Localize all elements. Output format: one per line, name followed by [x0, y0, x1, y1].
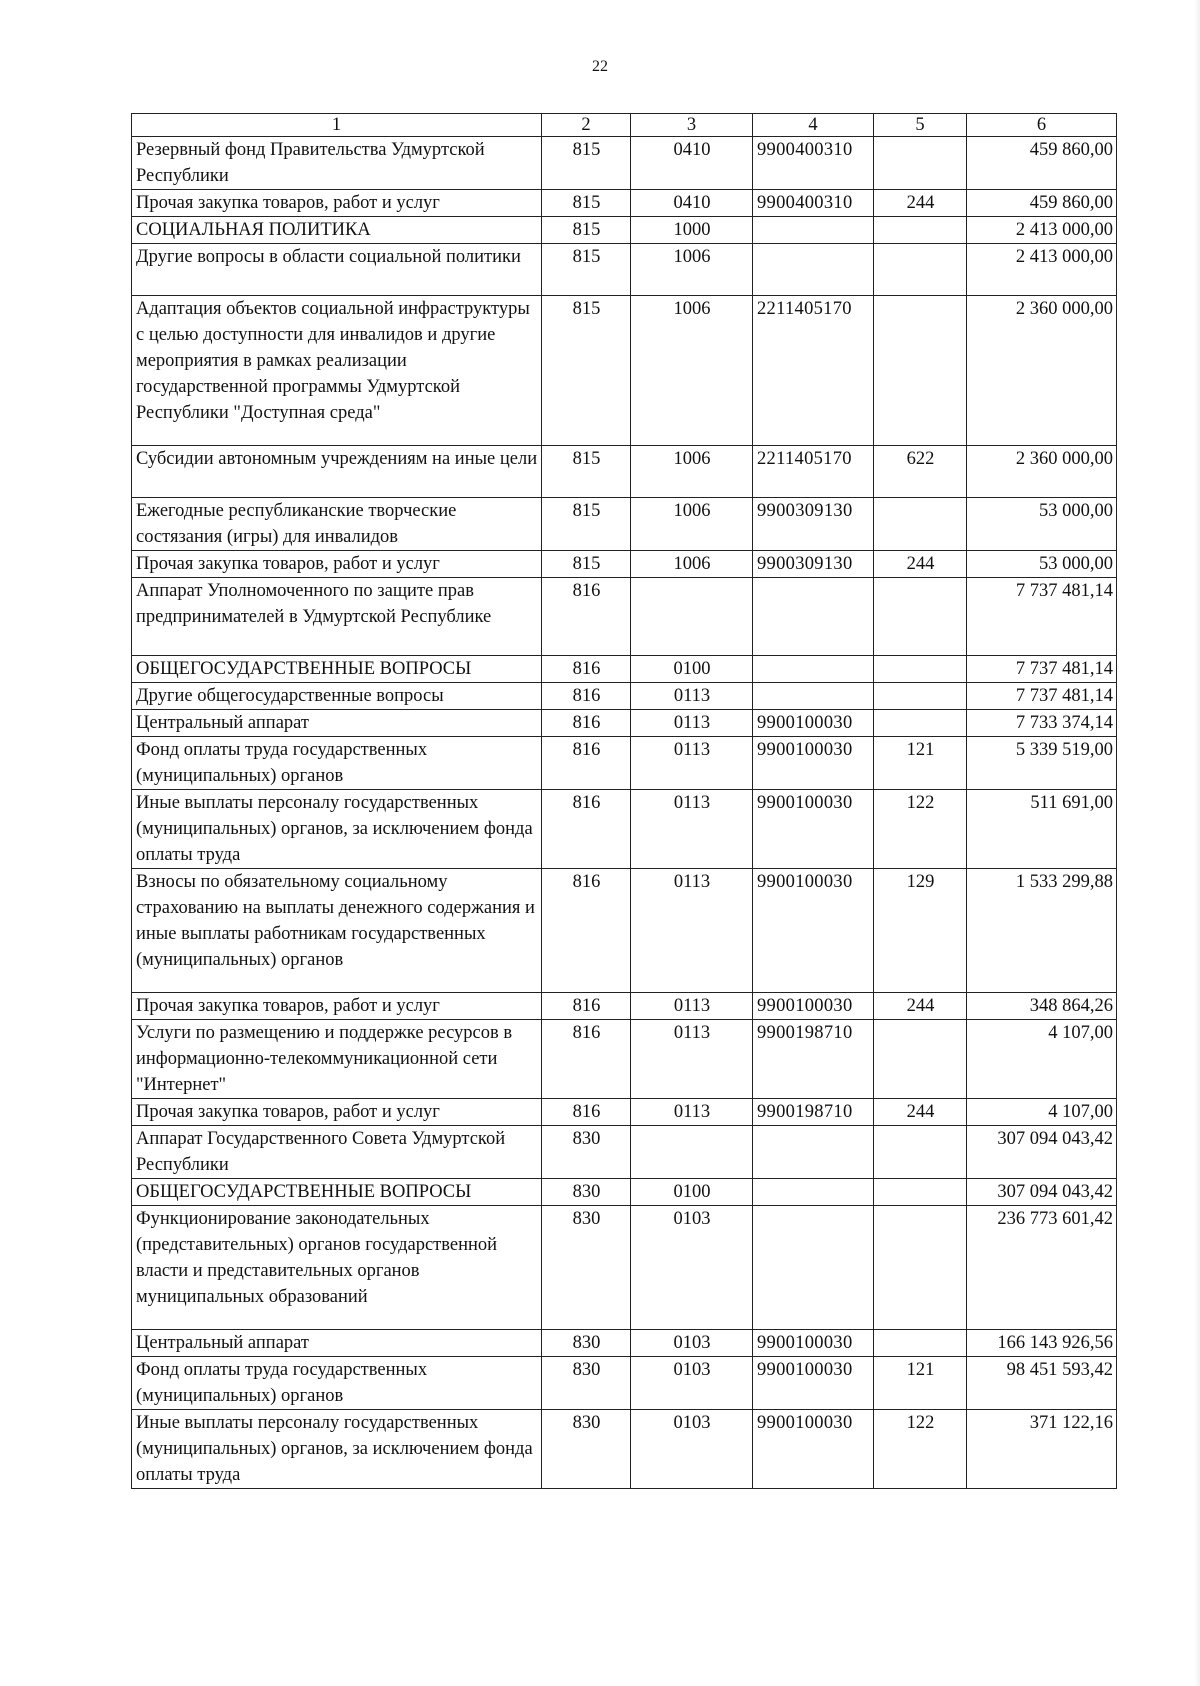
row-amount-cell: 5 339 519,00: [967, 737, 1117, 790]
row-amount-cell: 1 533 299,88: [967, 869, 1117, 993]
row-amount-cell: 7 737 481,14: [967, 656, 1117, 683]
row-amount-cell: 2 413 000,00: [967, 244, 1117, 296]
row-amount-cell: 4 107,00: [967, 1099, 1117, 1126]
row-ved-cell: 830: [542, 1206, 631, 1330]
table-row: [132, 1206, 1117, 1330]
row-section-cell: 1006: [631, 498, 753, 551]
row-amount-cell: 98 451 593,42: [967, 1357, 1117, 1410]
row-target-article-cell: [753, 656, 874, 683]
row-target-article-cell: [753, 1179, 874, 1206]
row-ved-cell: 816: [542, 1099, 631, 1126]
row-name-cell: Взносы по обязательному социальному страхованию на выплаты денежного содержания и иные выплаты работникам государственных (муниципальных) органов: [132, 869, 542, 993]
row-target-article-cell: 9900400310: [753, 137, 874, 190]
table-row: [132, 656, 1117, 683]
row-ved-cell: 816: [542, 710, 631, 737]
row-name-cell: Фонд оплаты труда государственных (муниципальных) органов: [132, 737, 542, 790]
table-row: [132, 737, 1117, 790]
row-name-cell: Фонд оплаты труда государственных (муниципальных) органов: [132, 1357, 542, 1410]
row-amount-cell: 7 733 374,14: [967, 710, 1117, 737]
row-target-article-cell: 9900309130: [753, 551, 874, 578]
row-name-cell: Функционирование законодательных (представительных) органов государственной власти и представительных органов муниципальных образований: [132, 1206, 542, 1330]
row-ved-cell: 816: [542, 578, 631, 656]
header-cell-2: 2: [542, 114, 631, 137]
row-name-cell: Адаптация объектов социальной инфраструктуры с целью доступности для инвалидов и другие мероприятия в рамках реализации государственной программы Удмуртской Республики "Доступная среда": [132, 296, 542, 446]
row-ved-cell: 815: [542, 551, 631, 578]
row-amount-cell: 2 360 000,00: [967, 296, 1117, 446]
row-target-article-cell: 9900100030: [753, 993, 874, 1020]
table-row: [132, 551, 1117, 578]
row-name-cell: Резервный фонд Правительства Удмуртской Республики: [132, 137, 542, 190]
row-target-article-cell: [753, 1206, 874, 1330]
row-amount-cell: 53 000,00: [967, 498, 1117, 551]
row-ved-cell: 830: [542, 1330, 631, 1357]
row-ved-cell: 815: [542, 296, 631, 446]
row-ved-cell: 815: [542, 244, 631, 296]
table-row: [132, 869, 1117, 993]
row-target-article-cell: 9900198710: [753, 1099, 874, 1126]
row-amount-cell: 236 773 601,42: [967, 1206, 1117, 1330]
row-section-cell: 0113: [631, 993, 753, 1020]
table-row: [132, 244, 1117, 296]
row-target-article-cell: 2211405170: [753, 296, 874, 446]
table-row: [132, 498, 1117, 551]
row-section-cell: 0410: [631, 137, 753, 190]
row-expense-type-cell: 244: [874, 1099, 967, 1126]
table-row: [132, 1179, 1117, 1206]
row-amount-cell: 7 737 481,14: [967, 683, 1117, 710]
table-row: [132, 296, 1117, 446]
row-expense-type-cell: [874, 1330, 967, 1357]
page-number: 22: [592, 58, 608, 75]
row-expense-type-cell: 121: [874, 737, 967, 790]
row-target-article-cell: [753, 1126, 874, 1179]
row-amount-cell: 166 143 926,56: [967, 1330, 1117, 1357]
row-section-cell: 1006: [631, 446, 753, 498]
table-row: [132, 790, 1117, 869]
row-expense-type-cell: 244: [874, 190, 967, 217]
row-target-article-cell: 9900198710: [753, 1020, 874, 1099]
row-amount-cell: 2 360 000,00: [967, 446, 1117, 498]
row-section-cell: 0113: [631, 790, 753, 869]
row-name-cell: Другие общегосударственные вопросы: [132, 683, 542, 710]
row-ved-cell: 816: [542, 683, 631, 710]
row-amount-cell: 53 000,00: [967, 551, 1117, 578]
row-name-cell: Центральный аппарат: [132, 710, 542, 737]
table-body: [132, 137, 1117, 1489]
row-section-cell: 0113: [631, 737, 753, 790]
table-row: [132, 1357, 1117, 1410]
row-ved-cell: 816: [542, 737, 631, 790]
row-amount-cell: 4 107,00: [967, 1020, 1117, 1099]
row-expense-type-cell: 122: [874, 790, 967, 869]
row-expense-type-cell: [874, 1206, 967, 1330]
table-row: [132, 1126, 1117, 1179]
row-target-article-cell: [753, 578, 874, 656]
header-cell-3: 3: [631, 114, 753, 137]
row-section-cell: 0113: [631, 869, 753, 993]
row-ved-cell: 830: [542, 1179, 631, 1206]
header-cell-6: 6: [967, 114, 1117, 137]
row-ved-cell: 815: [542, 498, 631, 551]
row-section-cell: 0103: [631, 1410, 753, 1489]
scan-edge: [1194, 0, 1200, 1686]
row-name-cell: Аппарат Уполномоченного по защите прав предпринимателей в Удмуртской Республике: [132, 578, 542, 656]
row-ved-cell: 815: [542, 137, 631, 190]
row-expense-type-cell: 121: [874, 1357, 967, 1410]
row-section-cell: 0113: [631, 1020, 753, 1099]
row-name-cell: Прочая закупка товаров, работ и услуг: [132, 551, 542, 578]
table-row: [132, 578, 1117, 656]
row-name-cell: ОБЩЕГОСУДАРСТВЕННЫЕ ВОПРОСЫ: [132, 1179, 542, 1206]
row-section-cell: 0113: [631, 710, 753, 737]
row-ved-cell: 816: [542, 790, 631, 869]
row-name-cell: Иные выплаты персоналу государственных (муниципальных) органов, за исключением фонда оплаты труда: [132, 1410, 542, 1489]
row-expense-type-cell: 244: [874, 993, 967, 1020]
row-expense-type-cell: 622: [874, 446, 967, 498]
table-row: [132, 217, 1117, 244]
row-expense-type-cell: [874, 137, 967, 190]
row-section-cell: 0103: [631, 1330, 753, 1357]
row-ved-cell: 830: [542, 1410, 631, 1489]
table-row: [132, 1020, 1117, 1099]
row-section-cell: [631, 1126, 753, 1179]
row-section-cell: 0103: [631, 1206, 753, 1330]
header-cell-1: 1: [132, 114, 542, 137]
row-expense-type-cell: [874, 656, 967, 683]
row-target-article-cell: [753, 244, 874, 296]
row-name-cell: Аппарат Государственного Совета Удмуртской Республики: [132, 1126, 542, 1179]
table-header: [132, 114, 1117, 137]
row-ved-cell: 816: [542, 656, 631, 683]
row-amount-cell: 2 413 000,00: [967, 217, 1117, 244]
header-row: [132, 114, 1117, 137]
row-target-article-cell: 9900400310: [753, 190, 874, 217]
row-ved-cell: 830: [542, 1126, 631, 1179]
row-name-cell: Прочая закупка товаров, работ и услуг: [132, 190, 542, 217]
row-amount-cell: 7 737 481,14: [967, 578, 1117, 656]
row-expense-type-cell: [874, 1179, 967, 1206]
row-target-article-cell: [753, 217, 874, 244]
row-expense-type-cell: [874, 710, 967, 737]
row-target-article-cell: 9900100030: [753, 737, 874, 790]
row-target-article-cell: 9900100030: [753, 1357, 874, 1410]
row-amount-cell: 511 691,00: [967, 790, 1117, 869]
table-row: [132, 993, 1117, 1020]
row-ved-cell: 816: [542, 1020, 631, 1099]
table-row: [132, 710, 1117, 737]
row-name-cell: ОБЩЕГОСУДАРСТВЕННЫЕ ВОПРОСЫ: [132, 656, 542, 683]
row-target-article-cell: 9900100030: [753, 1330, 874, 1357]
row-target-article-cell: 9900309130: [753, 498, 874, 551]
row-name-cell: Центральный аппарат: [132, 1330, 542, 1357]
row-target-article-cell: 9900100030: [753, 790, 874, 869]
row-expense-type-cell: [874, 244, 967, 296]
row-target-article-cell: [753, 683, 874, 710]
row-expense-type-cell: 122: [874, 1410, 967, 1489]
row-amount-cell: 459 860,00: [967, 190, 1117, 217]
row-section-cell: 1006: [631, 296, 753, 446]
row-section-cell: 0410: [631, 190, 753, 217]
header-cell-5: 5: [874, 114, 967, 137]
row-expense-type-cell: [874, 498, 967, 551]
row-target-article-cell: 9900100030: [753, 710, 874, 737]
row-section-cell: [631, 578, 753, 656]
row-expense-type-cell: 129: [874, 869, 967, 993]
row-target-article-cell: 9900100030: [753, 869, 874, 993]
row-ved-cell: 815: [542, 446, 631, 498]
row-section-cell: 0103: [631, 1357, 753, 1410]
header-cell-4: 4: [753, 114, 874, 137]
row-name-cell: Иные выплаты персоналу государственных (муниципальных) органов, за исключением фонда оплаты труда: [132, 790, 542, 869]
row-target-article-cell: 9900100030: [753, 1410, 874, 1489]
row-name-cell: Другие вопросы в области социальной политики: [132, 244, 542, 296]
row-ved-cell: 830: [542, 1357, 631, 1410]
row-expense-type-cell: 244: [874, 551, 967, 578]
row-name-cell: Прочая закупка товаров, работ и услуг: [132, 1099, 542, 1126]
row-section-cell: 1006: [631, 244, 753, 296]
row-name-cell: Услуги по размещению и поддержке ресурсов в информационно-телекоммуникационной сети "Интернет": [132, 1020, 542, 1099]
row-ved-cell: 815: [542, 190, 631, 217]
row-expense-type-cell: [874, 296, 967, 446]
row-expense-type-cell: [874, 1126, 967, 1179]
row-section-cell: 0100: [631, 656, 753, 683]
row-section-cell: 0100: [631, 1179, 753, 1206]
table-row: [132, 1330, 1117, 1357]
row-name-cell: Ежегодные республиканские творческие состязания (игры) для инвалидов: [132, 498, 542, 551]
row-expense-type-cell: [874, 217, 967, 244]
row-expense-type-cell: [874, 1020, 967, 1099]
row-ved-cell: 816: [542, 869, 631, 993]
row-target-article-cell: 2211405170: [753, 446, 874, 498]
row-amount-cell: 348 864,26: [967, 993, 1117, 1020]
table-row: [132, 137, 1117, 190]
row-name-cell: СОЦИАЛЬНАЯ ПОЛИТИКА: [132, 217, 542, 244]
row-ved-cell: 815: [542, 217, 631, 244]
table-row: [132, 1410, 1117, 1489]
table-row: [132, 190, 1117, 217]
row-expense-type-cell: [874, 683, 967, 710]
row-section-cell: 0113: [631, 683, 753, 710]
row-section-cell: 1006: [631, 551, 753, 578]
row-amount-cell: 459 860,00: [967, 137, 1117, 190]
row-amount-cell: 307 094 043,42: [967, 1126, 1117, 1179]
row-amount-cell: 371 122,16: [967, 1410, 1117, 1489]
row-section-cell: 1000: [631, 217, 753, 244]
table-row: [132, 683, 1117, 710]
row-amount-cell: 307 094 043,42: [967, 1179, 1117, 1206]
table-row: [132, 446, 1117, 498]
row-section-cell: 0113: [631, 1099, 753, 1126]
row-ved-cell: 816: [542, 993, 631, 1020]
row-name-cell: Прочая закупка товаров, работ и услуг: [132, 993, 542, 1020]
row-expense-type-cell: [874, 578, 967, 656]
row-name-cell: Субсидии автономным учреждениям на иные цели: [132, 446, 542, 498]
table-row: [132, 1099, 1117, 1126]
budget-table: [131, 113, 1117, 1489]
